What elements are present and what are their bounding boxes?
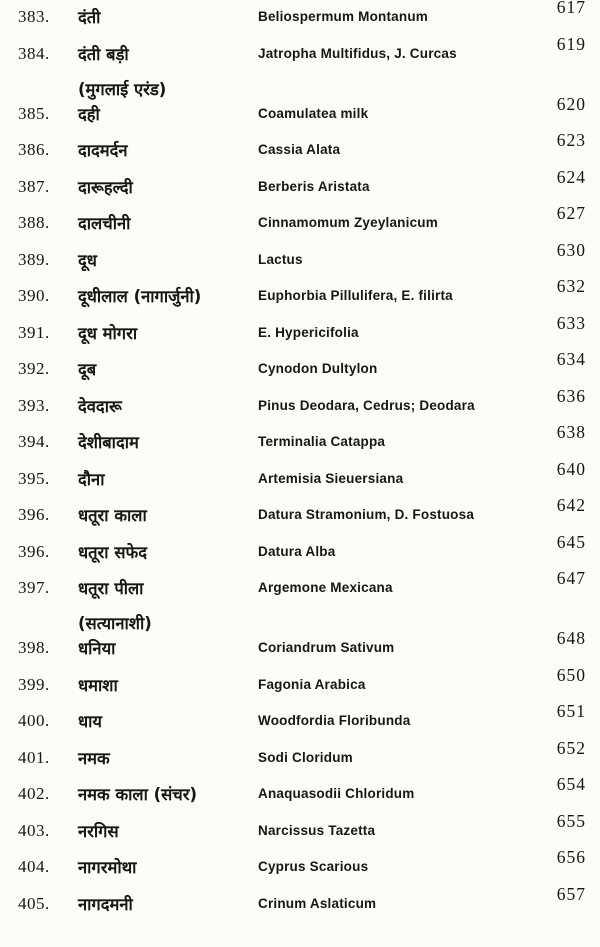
entry-hindi-name [78, 709, 258, 734]
entry-hindi-name-line1: धतूरा सफेद [78, 542, 147, 562]
entry-page-number: 651 [556, 701, 586, 721]
entry-hindi-name-line1: दादमर्दन [78, 141, 128, 160]
entry-latin-name: Cinnamomum Zyeylanicum [258, 215, 438, 230]
entry-hindi-name [78, 540, 258, 565]
entry-latin-name: Cassia Alata [258, 142, 341, 157]
entry-latin-name: Narcissus Tazetta [258, 822, 376, 838]
entry-latin-name: Cynodon Dultylon [258, 361, 378, 376]
entry-page-number: 638 [556, 422, 586, 442]
entry-serial-number: 385. [18, 103, 50, 123]
entry-hindi-name-line1: दूध मोगरा [78, 323, 138, 343]
entry-hindi-name-line1: नमक काला (संचर) [78, 785, 198, 804]
entry-hindi-name-line1: नागरमोथा [78, 858, 137, 877]
entry-serial-number: 398. [18, 638, 50, 657]
entry-serial-number: 389. [18, 249, 50, 269]
entry-page-number: 654 [556, 774, 586, 794]
entry-serial-number: 395. [18, 468, 50, 488]
entry-page-number: 633 [556, 312, 586, 333]
entry-page-number: 632 [556, 276, 586, 296]
entry-hindi-name-line1: नरगिस [78, 821, 119, 841]
entry-serial-number: 392. [18, 359, 50, 378]
entry-hindi-name [78, 394, 258, 419]
entry-hindi-name [78, 855, 258, 880]
entry-serial-number: 391. [18, 322, 50, 342]
entry-hindi-name [78, 138, 258, 163]
entry-serial-number: 404. [18, 857, 50, 876]
entry-page-number: 656 [556, 847, 586, 867]
entry-page-number: 640 [556, 458, 586, 479]
entry-page-number: 634 [556, 349, 586, 369]
entry-hindi-name [78, 211, 258, 236]
entry-page-number: 647 [556, 568, 586, 588]
entry-page-number: 657 [556, 883, 586, 904]
entry-hindi-name-line1: धनिया [78, 639, 116, 658]
entry-hindi-name-line1: दंती बड़ी [78, 44, 129, 64]
entry-serial-number: 399. [18, 674, 50, 694]
entry-hindi-name-line1: धतूरा काला [78, 506, 147, 525]
entry-latin-name: Woodfordia Floribunda [258, 713, 411, 728]
entry-hindi-name-line1: दालचीनी [78, 214, 131, 233]
entry-page-number: 655 [556, 810, 586, 831]
entry-hindi-name-line1: धतूरा पीला [78, 579, 144, 598]
entry-page-number: 623 [556, 130, 586, 150]
entry-page-number: 648 [556, 628, 586, 648]
entry-serial-number: 403. [18, 820, 50, 840]
entry-hindi-name-line1: धमाशा [78, 675, 118, 695]
entry-serial-number: 402. [18, 784, 50, 803]
entry-page-number: 645 [556, 531, 586, 552]
entry-hindi-name [78, 321, 258, 346]
entry-serial-number: 400. [18, 711, 50, 730]
entry-latin-name: Argemone Mexicana [258, 580, 393, 595]
index-entry-list [18, 0, 586, 928]
entry-row [18, 568, 586, 636]
entry-page-number: 642 [556, 495, 586, 515]
entry-latin-name: Terminalia Catappa [258, 434, 386, 449]
entry-page-number: 650 [556, 664, 586, 685]
entry-serial-number: 401. [18, 747, 50, 767]
entry-hindi-name [78, 357, 258, 382]
entry-serial-number: 388. [18, 213, 50, 232]
entry-latin-name: Beliospermum Montanum [258, 9, 428, 24]
entry-latin-name: Coamulatea milk [258, 105, 369, 121]
entry-latin-name: Anaquasodii Chloridum [258, 786, 415, 801]
entry-latin-name: Artemisia Sieuersiana [258, 470, 404, 486]
entry-latin-name: Datura Stramonium, D. Fostuosa [258, 507, 475, 522]
entry-serial-number: 396. [18, 505, 50, 524]
entry-hindi-name [78, 636, 258, 661]
entry-serial-number: 390. [18, 286, 50, 305]
entry-hindi-name [78, 102, 258, 127]
entry-hindi-name [78, 175, 258, 200]
entry-hindi-name-line2: (मुगलाई एरंड) [78, 79, 167, 99]
entry-serial-number: 393. [18, 395, 50, 415]
entry-hindi-name-line1: दंती [78, 8, 101, 27]
entry-hindi-name [78, 248, 258, 273]
entry-latin-name: Euphorbia Pillulifera, E. filirta [258, 288, 453, 303]
entry-hindi-name [78, 503, 258, 528]
entry-hindi-name-line1: दूब [78, 360, 97, 379]
entry-page-number: 620 [556, 93, 586, 114]
entry-hindi-name-line1: नमक [78, 748, 110, 768]
entry-hindi-name-line1: धाय [78, 712, 102, 731]
entry-hindi-name [78, 5, 258, 30]
entry-serial-number: 405. [18, 893, 50, 913]
entry-latin-name: Pinus Deodara, Cedrus; Deodara [258, 397, 475, 413]
entry-hindi-name-line1: दूध [78, 250, 97, 270]
entry-latin-name: Cyprus Scarious [258, 859, 369, 874]
entry-hindi-name [78, 576, 258, 636]
entry-page-number: 627 [556, 203, 586, 223]
entry-serial-number: 386. [18, 140, 50, 159]
entry-serial-number: 394. [18, 432, 50, 451]
entry-serial-number: 396. [18, 541, 50, 561]
entry-latin-name: Crinum Aslaticum [258, 895, 377, 911]
entry-latin-name: Lactus [258, 251, 303, 267]
entry-page-number: 636 [556, 385, 586, 406]
entry-page-number: 652 [556, 737, 586, 758]
entry-hindi-name [78, 42, 258, 102]
entry-hindi-name-line2: (सत्यानाशी) [78, 614, 152, 633]
entry-serial-number: 383. [18, 7, 50, 26]
entry-hindi-name [78, 892, 258, 917]
entry-row [18, 883, 586, 929]
entry-hindi-name-line1: दारूहल्दी [78, 177, 133, 197]
entry-serial-number: 387. [18, 176, 50, 196]
entry-page-number: 630 [556, 239, 586, 260]
entry-hindi-name [78, 430, 258, 455]
entry-serial-number: 397. [18, 578, 50, 597]
entry-hindi-name-line1: दूधीलाल (नागार्जुनी) [78, 287, 202, 306]
entry-hindi-name-line1: दौना [78, 469, 105, 489]
entry-hindi-name [78, 673, 258, 698]
entry-hindi-name [78, 819, 258, 844]
entry-hindi-name [78, 467, 258, 492]
entry-hindi-name-line1: देवदारू [78, 396, 122, 416]
entry-page-number: 619 [556, 33, 586, 54]
entry-page-number: 617 [556, 0, 586, 17]
entry-row [18, 33, 586, 102]
entry-hindi-name [78, 782, 258, 807]
entry-latin-name: Sodi Cloridum [258, 749, 353, 765]
entry-latin-name: Coriandrum Sativum [258, 640, 395, 655]
entry-hindi-name [78, 746, 258, 771]
entry-hindi-name [78, 284, 258, 309]
entry-page-number: 624 [556, 166, 586, 187]
entry-hindi-name-line1: दही [78, 104, 100, 124]
entry-serial-number: 384. [18, 43, 50, 63]
entry-latin-name: E. Hypericifolia [258, 324, 359, 340]
entry-latin-name: Berberis Aristata [258, 178, 370, 194]
entry-latin-name: Datura Alba [258, 543, 336, 559]
entry-hindi-name-line1: देशीबादाम [78, 433, 139, 452]
entry-hindi-name-line1: नागदमनी [78, 894, 133, 914]
entry-latin-name: Fagonia Arabica [258, 676, 366, 692]
entry-latin-name: Jatropha Multifidus, J. Curcas [258, 45, 457, 61]
